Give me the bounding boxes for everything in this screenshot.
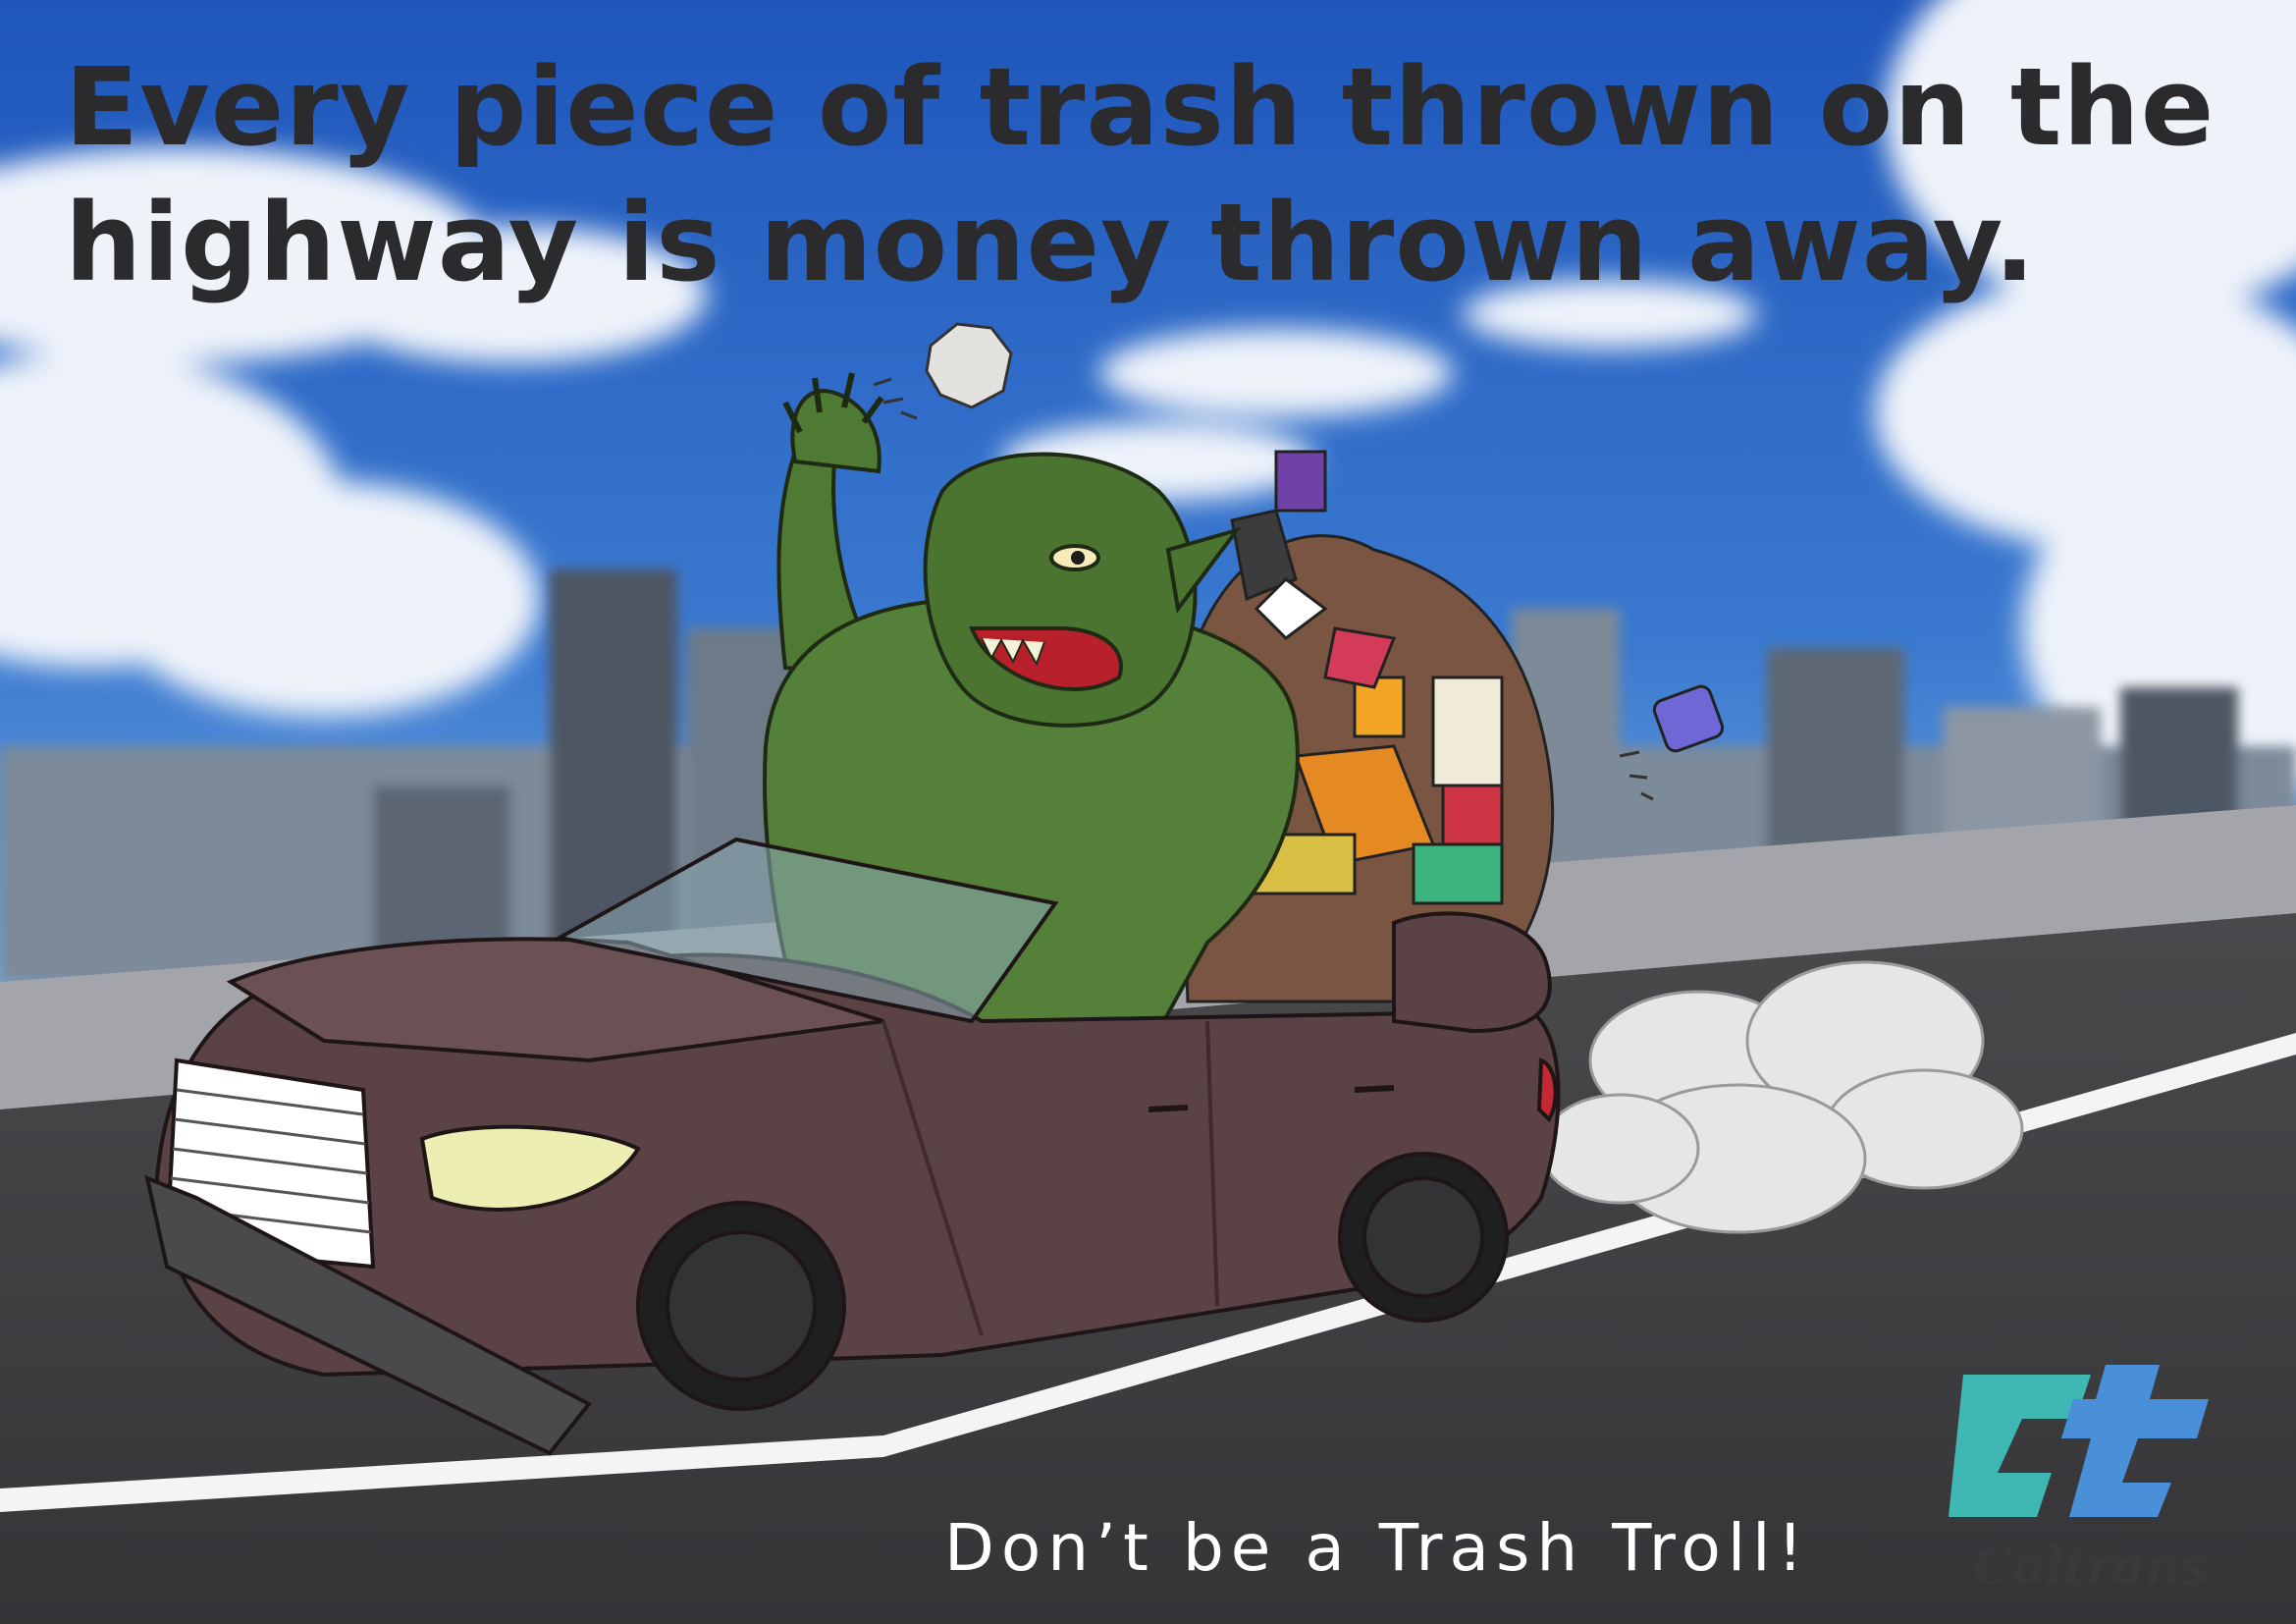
tagline: Don’t be a Trash Troll! xyxy=(944,1510,1810,1586)
headline xyxy=(65,39,2224,310)
headline-line-2: highway is money thrown away. xyxy=(65,180,2037,305)
caltrans-wordmark: Caltrans xyxy=(1973,1537,2209,1597)
headline-line-1: Every piece of trash thrown on the xyxy=(65,44,2216,170)
